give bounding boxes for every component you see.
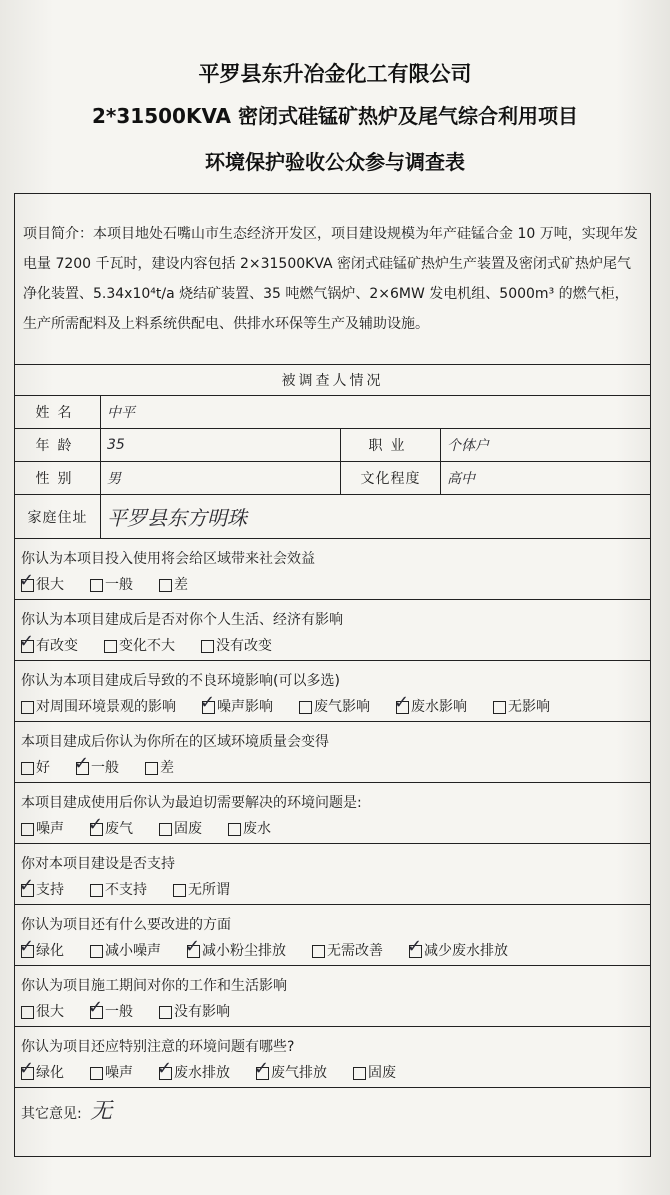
question-row: [15, 539, 651, 600]
project-intro: 项目简介：本项目地处石嘴山市生态经济开发区，项目建设规模为年产硅锰合金 10 万吨，实现年发电量 7200 千瓦时，建设内容包括 2×31500KVA 密闭式硅锰矿热炉生产装置及密闭式矿热炉尾气净化装置、5.34x10⁴t/a 烧结矿装置、35 吨燃气锅炉、2×6MW 发电机组、5000m³ 的燃气柜，生产所需配料及上料系统供配电、供排水环保等生产及辅助设施。: [15, 194, 651, 365]
option-label: 无所谓: [188, 882, 230, 898]
question-row: [15, 905, 651, 966]
option-label: 一般: [105, 1004, 133, 1020]
option-label: 没有影响: [174, 1004, 230, 1020]
option-label: 支持: [36, 882, 64, 898]
option-label: 减小粉尘排放: [202, 943, 286, 959]
checkbox-option[interactable]: [88, 813, 133, 840]
question-row: [15, 844, 651, 905]
checkbox-icon[interactable]: [90, 945, 103, 958]
option-label: 一般: [91, 760, 119, 776]
company-title: 平罗县东升冶金化工有限公司: [198, 62, 472, 86]
check-mark-icon: ✓: [200, 691, 216, 713]
checkbox-icon[interactable]: [145, 762, 158, 775]
option-label: 废气: [105, 821, 133, 837]
checkbox-option[interactable]: [19, 630, 78, 657]
question-row: [15, 966, 651, 1027]
name-label: 姓名: [15, 396, 101, 429]
checkbox-icon[interactable]: [90, 579, 103, 592]
check-mark-icon: ✓: [88, 996, 104, 1018]
option-label: 减小噪声: [105, 943, 161, 959]
checkbox-option[interactable]: [19, 569, 64, 596]
checkbox-option[interactable]: [90, 1062, 133, 1084]
option-label: 对周围环境景观的影响: [36, 699, 176, 715]
question-text: 本项目建成使用后你认为最迫切需要解决的环境问题是:: [21, 795, 362, 811]
option-label: 无需改善: [327, 943, 383, 959]
option-label: 噪声影响: [217, 699, 273, 715]
checkbox-option[interactable]: [254, 1057, 327, 1084]
option-label: 减少废水排放: [424, 943, 508, 959]
checkbox-icon[interactable]: [19, 935, 35, 958]
checkbox-icon[interactable]: [254, 1057, 270, 1080]
option-group: [21, 691, 644, 718]
option-label: 差: [174, 577, 188, 593]
checkbox-icon[interactable]: [201, 640, 214, 653]
option-label: 很大: [36, 577, 64, 593]
checkbox-icon[interactable]: [19, 1057, 35, 1080]
checkbox-icon[interactable]: [88, 996, 104, 1019]
option-label: 好: [36, 760, 50, 776]
checkbox-icon[interactable]: [353, 1067, 366, 1080]
checkbox-icon[interactable]: [159, 823, 172, 836]
check-mark-icon: ✓: [88, 813, 104, 835]
checkbox-icon[interactable]: [312, 945, 325, 958]
checkbox-option[interactable]: [19, 1057, 64, 1084]
checkbox-option[interactable]: [21, 1001, 64, 1023]
checkbox-icon[interactable]: [159, 579, 172, 592]
question-row: [15, 661, 651, 722]
checkbox-option[interactable]: [407, 935, 508, 962]
checkbox-icon[interactable]: [19, 569, 35, 592]
checkbox-icon[interactable]: [90, 884, 103, 897]
checkbox-icon[interactable]: [407, 935, 423, 958]
option-label: 不支持: [105, 882, 147, 898]
job-label: 职业: [341, 429, 441, 462]
checkbox-icon[interactable]: [88, 813, 104, 836]
checkbox-option[interactable]: [157, 1057, 230, 1084]
option-label: 废气影响: [314, 699, 370, 715]
question-text: 你认为本项目建成后是否对你个人生活、经济有影响: [21, 612, 343, 628]
checkbox-option[interactable]: [104, 635, 175, 657]
education-field[interactable]: 高中: [441, 462, 651, 495]
option-group: [19, 569, 644, 596]
checkbox-option[interactable]: [90, 574, 133, 596]
option-label: 噪声: [105, 1065, 133, 1081]
check-mark-icon: ✓: [185, 935, 201, 957]
checkbox-option[interactable]: [200, 691, 273, 718]
check-mark-icon: ✓: [19, 569, 35, 591]
name-field[interactable]: 中平: [101, 396, 651, 429]
checkbox-option[interactable]: [201, 635, 272, 657]
question-text: 本项目建成后你认为你所在的区域环境质量会变得: [21, 734, 329, 750]
checkbox-option[interactable]: [353, 1062, 396, 1084]
check-mark-icon: ✓: [19, 874, 35, 896]
project-title: 2*31500KVA 密闭式硅锰矿热炉及尾气综合利用项目: [91, 104, 578, 128]
option-group: [21, 996, 644, 1023]
option-label: 很大: [36, 1004, 64, 1020]
option-label: 废水排放: [174, 1065, 230, 1081]
option-label: 噪声: [36, 821, 64, 837]
checkbox-option[interactable]: [145, 757, 174, 779]
option-group: [19, 1057, 644, 1084]
question-text: 你认为项目施工期间对你的工作和生活影响: [21, 978, 287, 994]
check-mark-icon: ✓: [19, 935, 35, 957]
other-opinion-field[interactable]: 无: [90, 1099, 113, 1124]
option-group: [19, 935, 644, 962]
checkbox-icon[interactable]: [173, 884, 186, 897]
question-row: [15, 783, 651, 844]
form-title: 环境保护验收公众参与调查表: [205, 150, 465, 174]
question-text: 你认为项目还有什么要改进的方面: [21, 917, 231, 933]
checkbox-icon[interactable]: [21, 823, 34, 836]
option-label: 废水影响: [411, 699, 467, 715]
checkbox-icon[interactable]: [19, 630, 35, 653]
check-mark-icon: ✓: [74, 752, 90, 774]
checkbox-option[interactable]: [74, 752, 119, 779]
checkbox-option[interactable]: [185, 935, 286, 962]
option-label: 一般: [105, 577, 133, 593]
option-label: 没有改变: [216, 638, 272, 654]
option-group: [21, 813, 644, 840]
checkbox-option[interactable]: [21, 696, 176, 718]
option-group: [19, 874, 644, 901]
checkbox-icon[interactable]: [185, 935, 201, 958]
checkbox-icon[interactable]: [90, 1067, 103, 1080]
question-text: 你认为本项目投入使用将会给区域带来社会效益: [21, 551, 315, 567]
checkbox-icon[interactable]: [74, 752, 90, 775]
checkbox-option[interactable]: [19, 935, 64, 962]
checkbox-option[interactable]: [299, 696, 370, 718]
question-text: 你认为项目还应特别注意的环境问题有哪些?: [21, 1039, 295, 1055]
checkbox-icon[interactable]: [159, 1006, 172, 1019]
gender-field[interactable]: 男: [101, 462, 341, 495]
checkbox-icon[interactable]: [200, 691, 216, 714]
option-group: [19, 630, 644, 657]
checkbox-icon[interactable]: [104, 640, 117, 653]
question-row: [15, 600, 651, 661]
checkbox-icon[interactable]: [493, 701, 506, 714]
checkbox-option[interactable]: [159, 1001, 230, 1023]
check-mark-icon: ✓: [407, 935, 423, 957]
checkbox-option[interactable]: [88, 996, 133, 1023]
checkbox-icon[interactable]: [21, 701, 34, 714]
age-field[interactable]: 35: [101, 429, 341, 462]
checkbox-option[interactable]: [312, 940, 383, 962]
checkbox-option[interactable]: [21, 818, 64, 840]
checkbox-option[interactable]: [173, 879, 230, 901]
checkbox-icon[interactable]: [394, 691, 410, 714]
checkbox-icon[interactable]: [299, 701, 312, 714]
option-label: 固废: [368, 1065, 396, 1081]
option-label: 废水: [243, 821, 271, 837]
respondent-section-title: 被调查人情况: [15, 365, 651, 396]
checkbox-option[interactable]: [159, 818, 202, 840]
check-mark-icon: ✓: [157, 1057, 173, 1079]
option-label: 有改变: [36, 638, 78, 654]
check-mark-icon: ✓: [254, 1057, 270, 1079]
checkbox-option[interactable]: [493, 696, 550, 718]
option-label: 固废: [174, 821, 202, 837]
check-mark-icon: ✓: [394, 691, 410, 713]
question-text: 你认为本项目建成后导致的不良环境影响(可以多选): [21, 673, 340, 689]
checkbox-icon[interactable]: [21, 1006, 34, 1019]
checkbox-icon[interactable]: [21, 762, 34, 775]
option-label: 废气排放: [271, 1065, 327, 1081]
checkbox-icon[interactable]: [157, 1057, 173, 1080]
address-field[interactable]: 平罗县东方明珠: [101, 495, 651, 539]
checkbox-option[interactable]: [394, 691, 467, 718]
checkbox-icon[interactable]: [19, 874, 35, 897]
check-mark-icon: ✓: [19, 1057, 35, 1079]
checkbox-option[interactable]: [159, 574, 188, 596]
age-label: 年龄: [15, 429, 101, 462]
option-group: [21, 752, 644, 779]
checkbox-option[interactable]: [19, 874, 64, 901]
checkbox-icon[interactable]: [228, 823, 241, 836]
option-label: 无影响: [508, 699, 550, 715]
address-label: 家庭住址: [15, 495, 101, 539]
check-mark-icon: ✓: [19, 630, 35, 652]
option-label: 绿化: [36, 1065, 64, 1081]
checkbox-option[interactable]: [90, 879, 147, 901]
checkbox-option[interactable]: [90, 940, 161, 962]
education-label: 文化程度: [341, 462, 441, 495]
checkbox-option[interactable]: [228, 818, 271, 840]
job-field[interactable]: 个体户: [441, 429, 651, 462]
other-opinion-row: [15, 1088, 651, 1157]
other-opinion-label: 其它意见:: [21, 1106, 82, 1122]
option-label: 绿化: [36, 943, 64, 959]
option-label: 变化不大: [119, 638, 175, 654]
question-list: [15, 539, 651, 1088]
option-label: 差: [160, 760, 174, 776]
question-row: [15, 722, 651, 783]
gender-label: 性别: [15, 462, 101, 495]
checkbox-option[interactable]: [21, 757, 50, 779]
survey-table: [14, 193, 651, 1157]
question-text: 你对本项目建设是否支持: [21, 856, 175, 872]
question-row: [15, 1027, 651, 1088]
